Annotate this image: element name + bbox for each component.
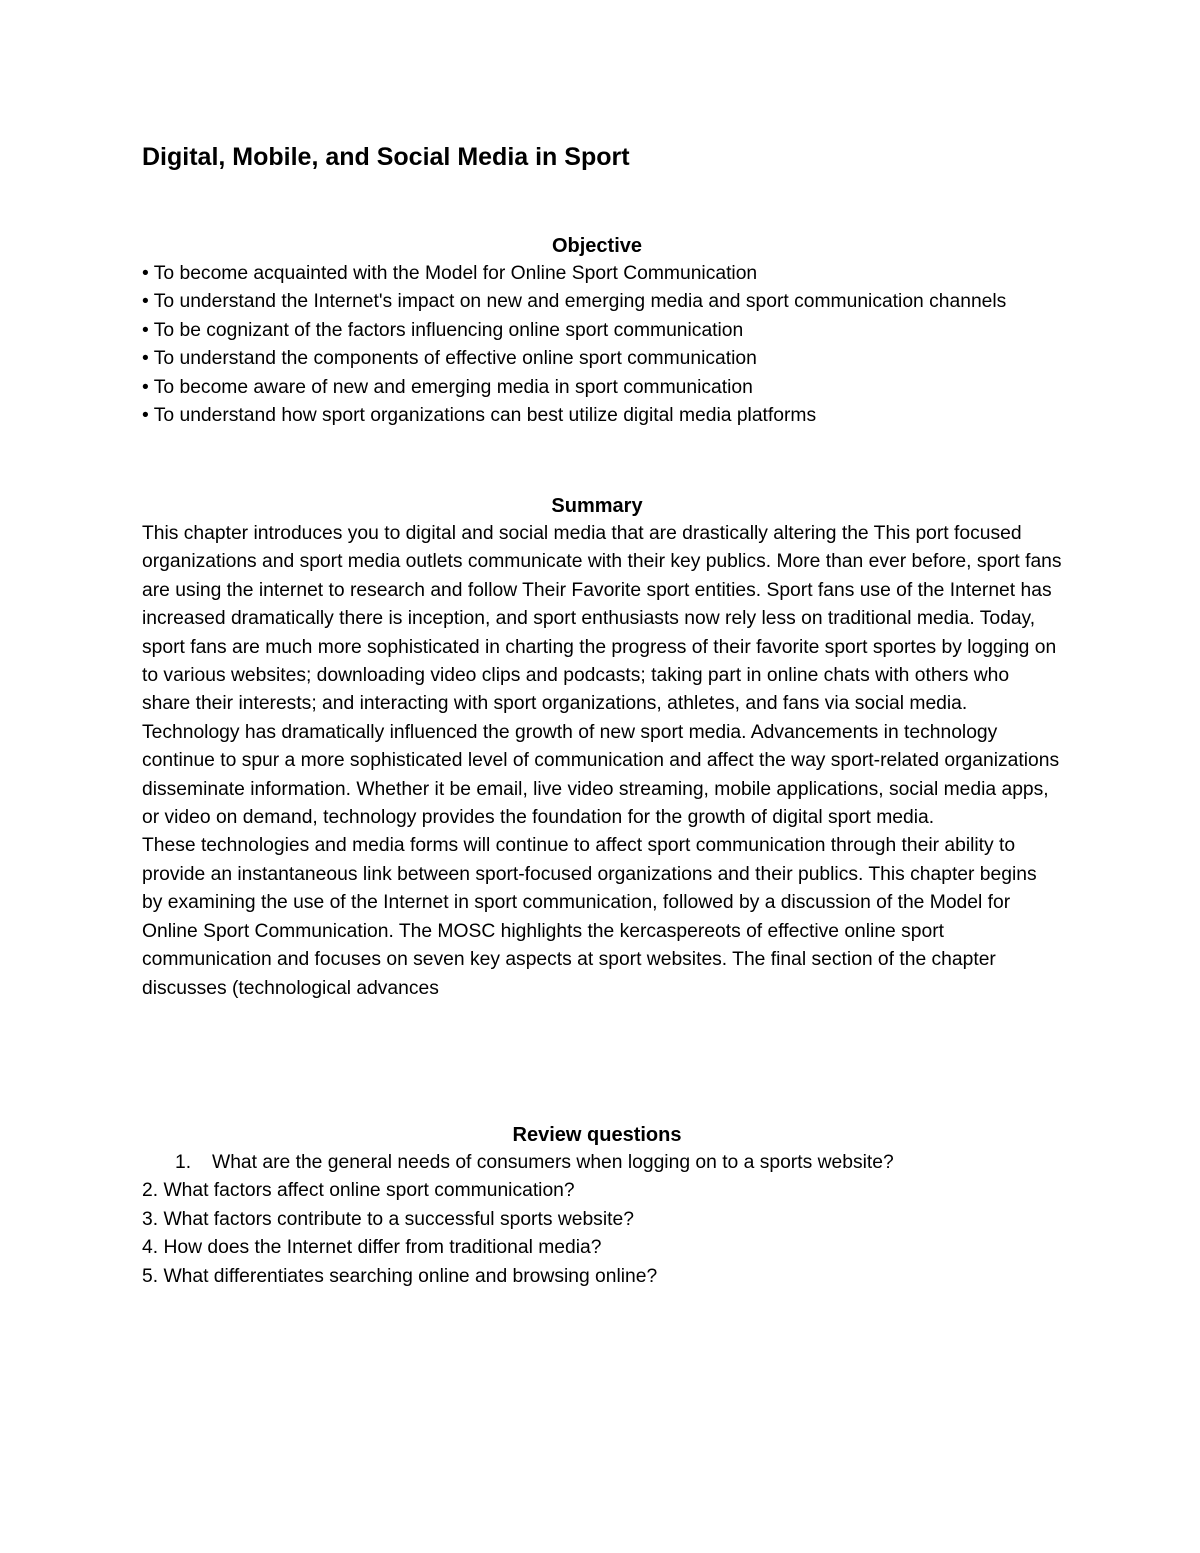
question-number: 1. — [175, 1152, 192, 1173]
question-text: How does the Internet differ from traditional media? — [163, 1237, 602, 1259]
objective-section — [142, 232, 1062, 430]
summary-paragraph: This chapter introduces you to digital and social media that are drastically altering the This port focused organizations and sport media outlets communicate with their key publics. More than ever before, sport fans are using the internet to research and follow Their Favorite sport entities. Sport fans use of the Internet has increased dramatically there is inception, and sport enthusiasts now rely less on traditional media. Today, sport fans are much more sophisticated in charting the progress of their favorite sport sportes by logging on to various websites; downloading video clips and podcasts; taking part in online chats with others who share their interests; and interacting with sport organizations, athletes, and fans via social media. — [142, 523, 1062, 715]
review-question-list — [142, 1149, 1062, 1291]
review-heading: Review questions — [512, 1124, 682, 1146]
question-number: 2. — [142, 1180, 159, 1202]
question-text: What factors affect online sport communication? — [163, 1180, 575, 1202]
summary-heading: Summary — [551, 495, 643, 517]
review-section — [142, 1121, 1062, 1291]
question-number: 5. — [142, 1265, 159, 1287]
question-text: What are the general needs of consumers when logging on to a sports website? — [212, 1152, 894, 1173]
review-question — [142, 1149, 1062, 1177]
objective-item: • To understand the Internet's impact on new and emerging media and sport communication channels — [142, 291, 1007, 313]
review-question — [142, 1263, 1062, 1291]
question-text: What factors contribute to a successful sports website? — [163, 1208, 634, 1230]
objective-item: • To become aware of new and emerging media in sport communication — [142, 376, 753, 398]
objective-heading: Objective — [551, 235, 643, 257]
review-question — [142, 1234, 1062, 1262]
objective-item: • To understand how sport organizations can best utilize digital media platforms — [142, 405, 817, 427]
review-question — [142, 1206, 1062, 1234]
objective-item: • To be cognizant of the factors influencing online sport communication — [142, 319, 744, 341]
summary-paragraph: These technologies and media forms will continue to affect sport communication through their ability to provide an instantaneous link between sport-focused organizations and their publics. This chapter begins by examining the use of the Internet in sport communication, followed by a discussion of the Model for Online Sport Communication. The MOSC highlights the kercaspereots of effective online sport communication and focuses on seven key aspects at sport websites. The final section of the chapter discusses (technological advances — [142, 835, 1037, 999]
question-text: What differentiates searching online and browsing online? — [163, 1265, 658, 1287]
document-page — [142, 0, 1062, 1553]
document-title: Digital, Mobile, and Social Media in Sport — [142, 143, 630, 171]
review-question — [142, 1177, 1062, 1205]
objective-list — [142, 260, 1062, 430]
summary-paragraph: Technology has dramatically influenced the growth of new sport media. Advancements in technology continue to spur a more sophisticated level of communication and affect the way sport-related organizations disseminate information. Whether it be email, live video streaming, mobile applications, social media apps, or video on demand, technology provides the foundation for the growth of digital sport media. — [142, 721, 1060, 829]
question-number: 4. — [142, 1237, 159, 1259]
question-number: 3. — [142, 1208, 159, 1230]
summary-section — [142, 492, 1062, 1003]
objective-item: • To become acquainted with the Model for Online Sport Communication — [142, 263, 758, 284]
objective-item: • To understand the components of effective online sport communication — [142, 348, 757, 370]
